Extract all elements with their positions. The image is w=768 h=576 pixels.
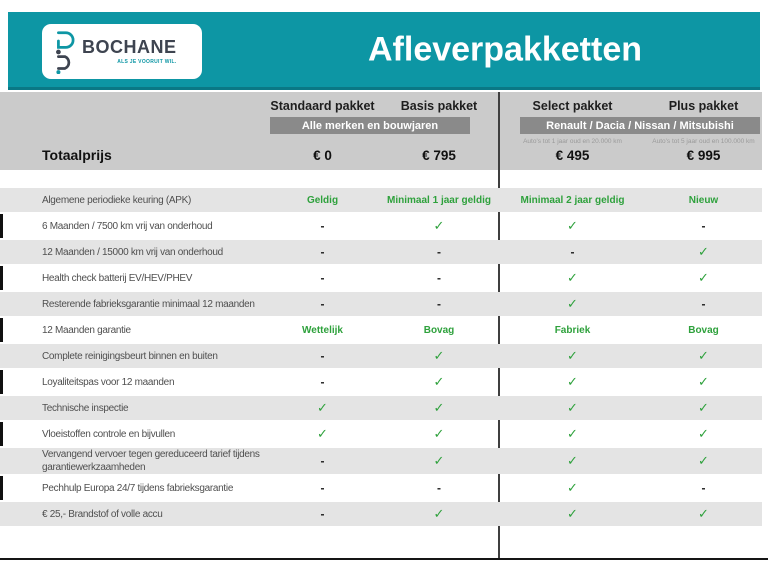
package-headers-row (0, 98, 762, 114)
header-spacer (0, 98, 265, 114)
table-row (0, 396, 762, 420)
dash-icon: - (437, 271, 441, 285)
dash-icon: - (701, 297, 706, 311)
logo-text-block (82, 38, 177, 65)
dash-icon: - (701, 219, 706, 233)
column-header-plus: Plus pakket (668, 99, 739, 113)
check-icon: ✓ (567, 374, 578, 390)
feature-label: Vloeistoffen controle en bijvullen (42, 428, 176, 440)
brand-tagline: ALS JE VOORUIT WIL. (117, 59, 177, 65)
dash-icon: - (320, 454, 325, 468)
table-row (0, 422, 762, 446)
feature-value: Geldig (306, 194, 339, 206)
feature-label: € 25,- Brandstof of volle accu (42, 508, 163, 520)
check-icon: ✓ (698, 506, 709, 522)
table-row (0, 476, 762, 500)
dash-icon: - (320, 481, 325, 495)
dash-icon: - (320, 271, 325, 285)
plus-package-note: Auto's tot 5 jaar oud en 100.000 km (652, 138, 755, 145)
check-icon: ✓ (433, 426, 445, 442)
feature-value: Minimaal 2 jaar geldig (520, 194, 625, 206)
check-icon: ✓ (433, 453, 445, 469)
check-icon: ✓ (698, 453, 709, 469)
price-basis: € 795 (422, 147, 456, 163)
check-icon: ✓ (433, 400, 445, 416)
feature-label: 12 Maanden / 15000 km vrij van onderhoud (42, 246, 223, 258)
dash-icon: - (570, 245, 575, 259)
dash-icon: - (437, 297, 441, 311)
check-icon: ✓ (698, 426, 709, 442)
page-header (8, 12, 760, 90)
feature-value: Fabriek (554, 324, 591, 336)
bochane-logo (42, 24, 202, 79)
table-row (0, 318, 762, 342)
check-icon: ✓ (698, 374, 709, 390)
check-icon: ✓ (317, 426, 328, 442)
dash-icon: - (320, 507, 325, 521)
bochane-logo-icon (51, 30, 75, 74)
price-standaard: € 0 (313, 147, 332, 163)
dash-icon: - (320, 349, 325, 363)
check-icon: ✓ (698, 348, 709, 364)
feature-table (0, 188, 762, 528)
feature-label: 12 Maanden garantie (42, 324, 131, 336)
check-icon: ✓ (567, 296, 578, 312)
column-header-basis: Basis pakket (400, 99, 478, 113)
check-icon: ✓ (567, 453, 578, 469)
check-icon: ✓ (433, 506, 445, 522)
brands-badge-left: Alle merken en bouwjaren (270, 117, 470, 134)
check-icon: ✓ (567, 348, 578, 364)
check-icon: ✓ (567, 480, 578, 496)
check-icon: ✓ (567, 270, 578, 286)
dash-icon: - (437, 245, 441, 259)
select-package-note: Auto's tot 1 jaar oud en 20.000 km (523, 138, 622, 145)
table-row (0, 214, 762, 238)
dash-icon: - (701, 481, 706, 495)
page-title: Afleverpakketten (367, 30, 643, 68)
feature-label: Technische inspectie (42, 402, 129, 414)
check-icon: ✓ (433, 348, 445, 364)
feature-label: Complete reinigingsbeurt binnen en buiten (42, 350, 218, 362)
dash-icon: - (320, 219, 325, 233)
table-row (0, 370, 762, 394)
feature-label: Algemene periodieke keuring (APK) (42, 194, 192, 206)
feature-value: Wettelijk (302, 324, 343, 336)
feature-label: Vervangend vervoer tegen gereduceerd tarief tijdens garantiewerkzaamheden (42, 449, 260, 473)
table-row (0, 292, 762, 316)
feature-value: Minimaal 1 jaar geldig (387, 194, 491, 206)
brands-badge-right: Renault / Dacia / Nissan / Mitsubishi (520, 117, 760, 134)
check-icon: ✓ (567, 426, 578, 442)
dash-icon: - (320, 375, 325, 389)
table-row (0, 344, 762, 368)
feature-value: Nieuw (688, 194, 719, 206)
check-icon: ✓ (567, 218, 578, 234)
table-bottom-border (0, 558, 768, 560)
dash-icon: - (320, 297, 325, 311)
brand-name: BOCHANE (82, 37, 177, 57)
column-header-select: Select pakket (532, 99, 613, 113)
table-row (0, 240, 762, 264)
check-icon: ✓ (698, 400, 709, 416)
price-plus: € 995 (686, 147, 721, 163)
dash-icon: - (437, 481, 441, 495)
pricing-header-band (0, 92, 762, 170)
check-icon: ✓ (433, 218, 445, 234)
check-icon: ✓ (567, 506, 578, 522)
total-price-label: Totaalprijs (42, 147, 112, 163)
column-header-standaard: Standaard pakket (270, 99, 375, 113)
check-icon: ✓ (567, 400, 578, 416)
feature-label: 6 Maanden / 7500 km vrij van onderhoud (42, 220, 213, 232)
feature-label: Loyaliteitspas voor 12 maanden (42, 376, 175, 388)
feature-label: Resterende fabrieksgarantie minimaal 12 maanden (42, 298, 255, 310)
total-price-row (0, 142, 762, 168)
table-row (0, 266, 762, 290)
table-row (0, 502, 762, 526)
check-icon: ✓ (698, 244, 709, 260)
check-icon: ✓ (698, 270, 709, 286)
table-row (0, 188, 762, 212)
price-select: € 495 (555, 147, 590, 163)
table-row (0, 448, 762, 474)
check-icon: ✓ (433, 374, 445, 390)
feature-value: Bovag (688, 324, 719, 336)
feature-value: Bovag (423, 324, 455, 336)
check-icon: ✓ (317, 400, 328, 416)
dash-icon: - (320, 245, 325, 259)
feature-label: Pechhulp Europa 24/7 tijdens fabrieksgarantie (42, 482, 234, 494)
feature-label: Health check batterij EV/HEV/PHEV (42, 272, 193, 284)
